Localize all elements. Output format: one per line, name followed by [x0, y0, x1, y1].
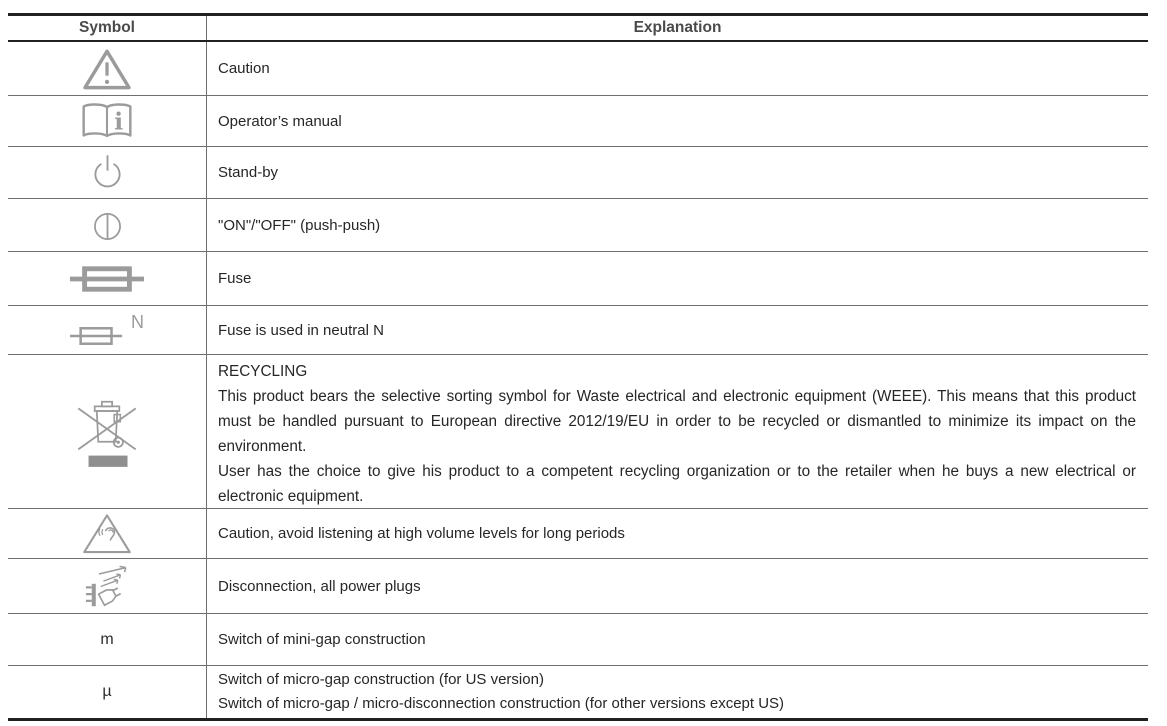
explanation-cell — [207, 355, 1148, 508]
symbol-cell — [8, 306, 207, 354]
symbol-cell — [8, 666, 207, 718]
explanation-text: Stand-by — [218, 164, 279, 181]
mini-gap-symbol: m — [100, 630, 114, 648]
explanation-text — [218, 359, 1136, 509]
table-row — [8, 251, 1148, 305]
explanation-text: Disconnection, all power plugs — [218, 577, 421, 595]
table-row — [8, 508, 1148, 558]
recycling-paragraph: This product bears the selective sorting symbol for Waste electrical and electronic equipment (WEEE). This means that this product must be handled pursuant to European directive 2012/19/EU in order to be recycled or dismantled to minimize its impact on the environment. — [218, 388, 1136, 455]
explanation-text: "ON"/"OFF" (push-push) — [218, 216, 381, 234]
table-row — [8, 42, 1148, 95]
micro-gap-line: Switch of micro-gap / micro-disconnection construction (for other versions except US) — [218, 695, 785, 712]
explanation-cell — [207, 96, 1148, 146]
explanation-cell — [207, 509, 1148, 558]
standby-icon — [87, 151, 128, 194]
weee-recycling-icon — [72, 392, 142, 472]
caution-triangle-icon — [82, 47, 132, 91]
symbol-cell — [8, 42, 207, 95]
symbol-cell — [8, 614, 207, 665]
micro-gap-symbol: µ — [102, 683, 112, 700]
explanation-cell — [207, 42, 1148, 95]
fuse-neutral-symbol — [70, 313, 144, 347]
symbol-cell — [8, 96, 207, 146]
fuse-neutral-icon — [70, 325, 126, 347]
table-row — [8, 146, 1148, 198]
symbol-explanation-table — [8, 13, 1148, 721]
header-explanation: Explanation — [633, 19, 722, 36]
svg-text:i: i — [114, 107, 124, 136]
micro-gap-line: Switch of micro-gap construction (for US version) — [218, 671, 544, 688]
symbol-cell — [8, 509, 207, 558]
explanation-text: Operator’s manual — [218, 112, 342, 130]
explanation-cell — [207, 252, 1148, 305]
table-row — [8, 665, 1148, 718]
explanation-cell — [207, 559, 1148, 613]
table-row — [8, 305, 1148, 354]
table-row — [8, 198, 1148, 251]
recycling-title: RECYCLING — [218, 363, 308, 380]
ear-caution-icon — [81, 511, 133, 556]
symbol-cell — [8, 147, 207, 198]
explanation-cell — [207, 614, 1148, 665]
recycling-paragraph: User has the choice to give his product to a competent recycling organization or to the retailer when he buys a new electrical or electronic equipment. — [218, 463, 1136, 505]
explanation-cell — [207, 147, 1148, 198]
on-off-icon — [87, 205, 128, 246]
fuse-icon — [69, 263, 145, 295]
table-header-row — [8, 16, 1148, 42]
symbol-cell — [8, 559, 207, 613]
table-row — [8, 613, 1148, 665]
table-row — [8, 558, 1148, 613]
neutral-n-label: N — [131, 312, 144, 332]
symbol-cell — [8, 252, 207, 305]
header-symbol: Symbol — [8, 16, 207, 40]
table-row — [8, 95, 1148, 146]
disconnection-plugs-icon — [81, 562, 133, 611]
operators-manual-icon — [79, 100, 135, 142]
explanation-text: Caution — [218, 60, 270, 77]
symbol-cell — [8, 199, 207, 251]
explanation-text — [218, 668, 1136, 716]
explanation-text: Switch of mini-gap construction — [218, 631, 426, 648]
explanation-cell — [207, 306, 1148, 354]
symbol-cell — [8, 355, 207, 508]
explanation-cell — [207, 666, 1148, 718]
explanation-text: Fuse — [218, 270, 252, 287]
table-row — [8, 354, 1148, 508]
explanation-text: Fuse is used in neutral N — [218, 321, 384, 339]
explanation-text: Caution, avoid listening at high volume levels for long periods — [218, 525, 625, 542]
explanation-cell — [207, 199, 1148, 251]
